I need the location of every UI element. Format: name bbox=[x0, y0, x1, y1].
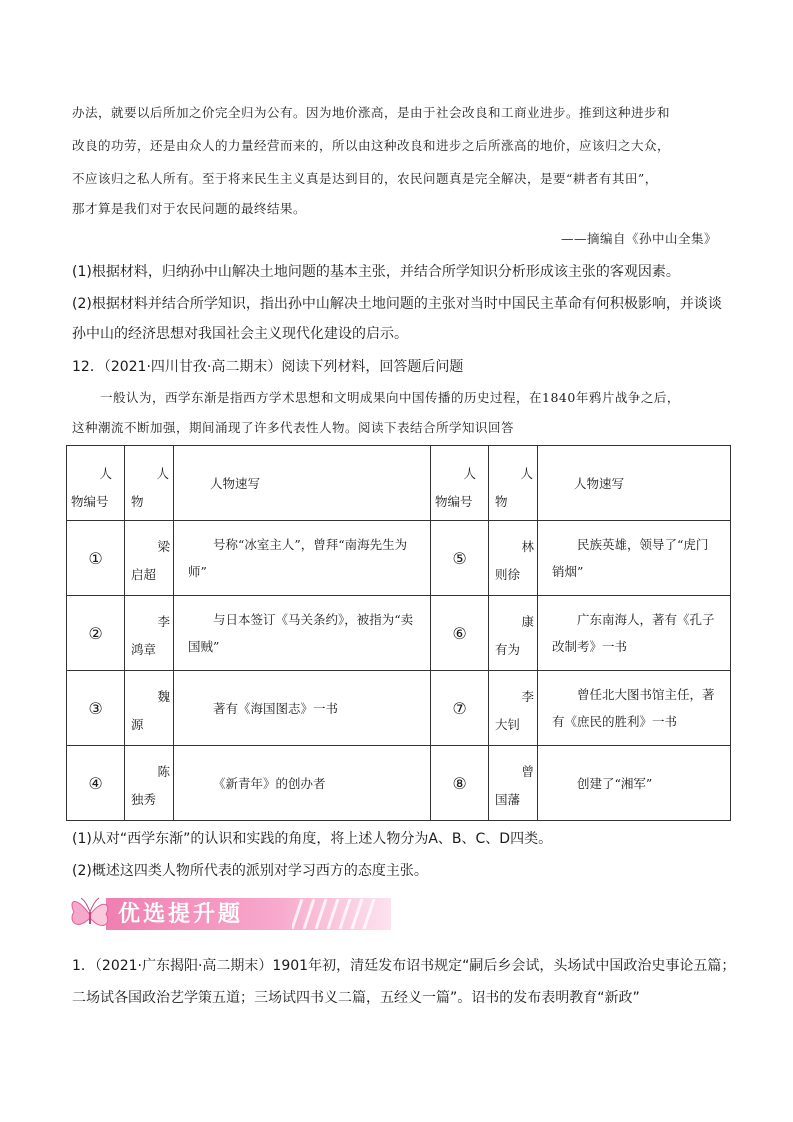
person-name-cell bbox=[125, 746, 174, 821]
person-name-b: 鸿章 bbox=[131, 642, 157, 657]
q12-part1: (1)从对“西学东渐”的认识和实践的角度，将上述人物分为A、B、C、D四类。 bbox=[72, 831, 553, 847]
person-no: ⑥ bbox=[431, 596, 489, 671]
person-name-cell bbox=[125, 596, 174, 671]
section-banner bbox=[66, 890, 326, 940]
header-name-bottom: 物 bbox=[131, 494, 144, 509]
person-name-cell bbox=[489, 671, 538, 746]
q12-part2: (2)概述这四类人物所代表的派别对学习西方的态度主张。 bbox=[72, 863, 428, 879]
person-no: ④ bbox=[67, 746, 125, 821]
butterfly-icon bbox=[66, 890, 114, 940]
person-no: ⑤ bbox=[431, 521, 489, 596]
person-desc: 《新青年》的创办者 bbox=[174, 746, 431, 821]
person-name-b: 源 bbox=[131, 717, 144, 732]
person-name-b: 启超 bbox=[131, 567, 157, 582]
header-name-cell-2 bbox=[489, 446, 538, 521]
header-name-top: 人 bbox=[156, 466, 169, 481]
person-name-cell bbox=[489, 521, 538, 596]
person-name-a: 梁 bbox=[157, 539, 170, 554]
q11-part2-line1: (2)根据材料并结合所学知识，指出孙中山解决土地问题的主张对当时中国民主革命有何积极影响，并谈谈 bbox=[72, 296, 722, 312]
person-no: ② bbox=[67, 596, 125, 671]
header-no-top-2: 人 bbox=[463, 466, 476, 481]
person-name-cell bbox=[489, 596, 538, 671]
table-header-row bbox=[67, 446, 731, 521]
header-name-cell bbox=[125, 446, 174, 521]
material-line-3: 不应该归之私人所有。至于将来民生主义真是达到目的，农民问题真是完全解决，是要“耕者有其田”， bbox=[72, 171, 658, 186]
q12-heading: 12．（2021·四川甘孜·高二期末）阅读下列材料，回答题后问题 bbox=[72, 359, 464, 375]
person-no: ③ bbox=[67, 671, 125, 746]
person-name-b: 国藩 bbox=[495, 792, 521, 807]
header-no-cell bbox=[67, 446, 125, 521]
person-no: ⑦ bbox=[431, 671, 489, 746]
person-desc: 著有《海国图志》一书 bbox=[174, 671, 431, 746]
person-desc: 广东南海人，著有《孔子改制考》一书 bbox=[538, 596, 731, 671]
header-no-top: 人 bbox=[99, 466, 112, 481]
person-name-a: 李 bbox=[157, 614, 170, 629]
table-row bbox=[67, 596, 731, 671]
person-name-b: 独秀 bbox=[131, 792, 157, 807]
q12-intro-line2: 这种潮流不断加强，期间涌现了许多代表性人物。阅读下表结合所学知识回答 bbox=[72, 420, 515, 435]
q12-intro-line1: 一般认为，西学东渐是指西方学术思想和文明成果向中国传播的历史过程，在1840年鸦片战争之后， bbox=[100, 390, 680, 405]
person-desc: 与日本签订《马关条约》，被指为“卖国贼” bbox=[174, 596, 431, 671]
person-desc: 创建了“湘军” bbox=[538, 746, 731, 821]
person-name-cell bbox=[125, 521, 174, 596]
table-row bbox=[67, 746, 731, 821]
material-line-1: 办法，就要以后所加之价完全归为公有。因为地价涨高，是由于社会改良和工商业进步。推到这种进步和 bbox=[72, 105, 671, 120]
material-line-2: 改良的功劳，还是由众人的力量经营而来的，所以由这种改良和进步之后所涨高的地价，应该归之大众， bbox=[72, 138, 671, 153]
material-source: ——摘编自《孙中山全集》 bbox=[560, 231, 717, 246]
person-name-a: 李 bbox=[521, 689, 534, 704]
person-no: ① bbox=[67, 521, 125, 596]
header-no-bottom: 物编号 bbox=[71, 494, 109, 509]
header-no-cell-2 bbox=[431, 446, 489, 521]
q11-part2-line2: 孙中山的经济思想对我国社会主义现代化建设的启示。 bbox=[72, 326, 408, 342]
person-name-a: 魏 bbox=[157, 689, 170, 704]
header-desc-cell: 人物速写 bbox=[174, 446, 431, 521]
person-name-cell bbox=[489, 746, 538, 821]
person-name-a: 陈 bbox=[157, 764, 170, 779]
person-name-a: 康 bbox=[521, 614, 534, 629]
person-desc: 民族英雄，领导了“虎门销烟” bbox=[538, 521, 731, 596]
q1-line1: 1．（2021·广东揭阳·高二期末）1901年初，清廷发布诏书规定“嗣后乡会试，头场试中国政治史事论五篇； bbox=[72, 958, 736, 974]
banner-title: 优选提升题 bbox=[118, 902, 244, 927]
person-desc: 曾任北大图书馆主任，著有《庶民的胜利》一书 bbox=[538, 671, 731, 746]
table-row bbox=[67, 521, 731, 596]
table-row bbox=[67, 671, 731, 746]
person-name-b: 大钊 bbox=[495, 717, 521, 732]
header-name-top-2: 人 bbox=[520, 466, 533, 481]
person-name-b: 则徐 bbox=[495, 567, 521, 582]
person-name-cell bbox=[125, 671, 174, 746]
person-name-a: 林 bbox=[521, 539, 534, 554]
person-no: ⑧ bbox=[431, 746, 489, 821]
q1-line2: 二场试各国政治艺学策五道；三场试四书义二篇，五经义一篇”。诏书的发布表明教育“新政” bbox=[72, 990, 640, 1006]
banner-stripes bbox=[292, 899, 392, 929]
header-name-bottom-2: 物 bbox=[495, 494, 508, 509]
material-line-4: 那才算是我们对于农民问题的最终结果。 bbox=[72, 201, 307, 216]
person-name-a: 曾 bbox=[521, 764, 534, 779]
person-desc: 号称“冰室主人”，曾拜“南海先生为师” bbox=[174, 521, 431, 596]
header-no-bottom-2: 物编号 bbox=[435, 494, 473, 509]
q11-part1: (1)根据材料，归纳孙中山解决土地问题的基本主张，并结合所学知识分析形成该主张的客观因素。 bbox=[72, 264, 680, 280]
persons-table bbox=[66, 445, 731, 821]
person-name-b: 有为 bbox=[495, 642, 521, 657]
header-desc-cell-2: 人物速写 bbox=[538, 446, 731, 521]
